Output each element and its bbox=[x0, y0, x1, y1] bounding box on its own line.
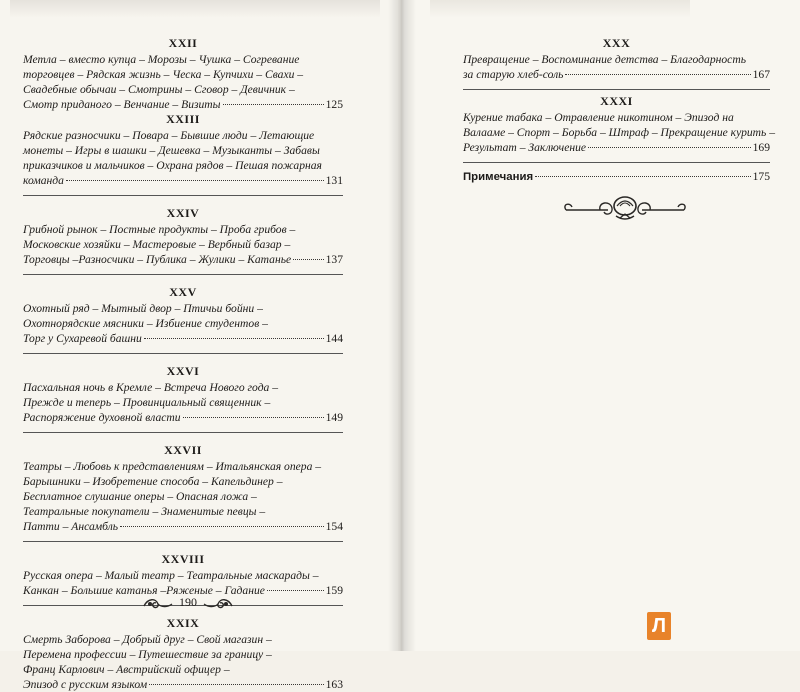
toc-line: Франц Карлович – Австрийский офицер – bbox=[23, 663, 230, 676]
toc-section-31 bbox=[463, 94, 776, 163]
toc-line: Московские хозяйки – Мастеровые – Вербный базар – bbox=[23, 238, 291, 251]
toc-section-24 bbox=[23, 206, 343, 275]
toc-section-27 bbox=[23, 443, 343, 542]
section-divider bbox=[23, 195, 343, 196]
toc-line: Смерть Заборова – Добрый друг – Свой магазин – bbox=[23, 633, 272, 646]
show-through-top-right bbox=[430, 0, 690, 18]
page-number: 169 bbox=[752, 141, 770, 154]
chapter-number: XXV bbox=[169, 285, 197, 299]
page-number: 175 bbox=[752, 170, 770, 183]
dot-leader bbox=[267, 589, 324, 591]
dot-leader bbox=[149, 683, 324, 685]
toc-line: Свадебные обычаи – Смотрины – Сговор – Девичник – bbox=[23, 83, 295, 96]
section-divider bbox=[23, 353, 343, 354]
page-number: 137 bbox=[325, 253, 343, 266]
toc-entry-last-line bbox=[23, 410, 343, 425]
toc-line: Результат – Заключение bbox=[463, 141, 587, 154]
page-number: 125 bbox=[325, 98, 343, 111]
toc-line: Превращение – Воспоминание детства – Благодарность bbox=[463, 53, 746, 66]
dot-leader bbox=[535, 175, 751, 177]
page-number: 163 bbox=[325, 678, 343, 691]
toc-line: Эпизод с русским языком bbox=[23, 678, 148, 691]
toc-line: Прежде и теперь – Провинциальный священник – bbox=[23, 396, 271, 409]
toc-line: Бесплатное слушание оперы – Опасная ложа – bbox=[23, 490, 257, 503]
toc-section-23 bbox=[23, 112, 343, 196]
page-number: 131 bbox=[325, 174, 343, 187]
dot-leader bbox=[66, 179, 324, 181]
toc-entry-last-line bbox=[23, 331, 343, 346]
toc-line: команда bbox=[23, 174, 64, 187]
chapter-number: XXVII bbox=[164, 443, 202, 457]
toc-line: Театральные покупатели – Знаменитые певцы – bbox=[23, 505, 266, 518]
toc-entry-last-line bbox=[23, 173, 343, 188]
dot-leader bbox=[565, 73, 750, 75]
toc-line: Распоряжение духовной власти bbox=[23, 411, 181, 424]
toc-line: Театры – Любовь к представлениям – Итальянская опера – bbox=[23, 460, 322, 473]
toc-section-30 bbox=[463, 36, 770, 90]
toc-line: торговцев – Рядская жизнь – Ческа – Купчихи – Свахи – bbox=[23, 68, 304, 81]
toc-line: Русская опера – Малый театр – Театральные маскарады – bbox=[23, 569, 319, 582]
page-number: 149 bbox=[325, 411, 343, 424]
section-divider bbox=[23, 432, 343, 433]
publisher-logo-badge: Л bbox=[647, 612, 671, 640]
toc-line: Охотнорядские мясники – Избиение студентов – bbox=[23, 317, 268, 330]
notes-entry bbox=[463, 169, 770, 185]
toc-line: Охотный ряд – Мытный двор – Птичьи бойни – bbox=[23, 302, 263, 315]
toc-entry-last-line bbox=[23, 97, 343, 112]
toc-line: приказчиков и мальчиков – Охрана рядов – Пешая пожарная bbox=[23, 159, 322, 172]
section-divider bbox=[23, 541, 343, 542]
toc-line: Курение табака – Отравление никотином – Эпизод на bbox=[463, 111, 734, 124]
toc-section-26 bbox=[23, 364, 343, 433]
notes-label: Примечания bbox=[463, 171, 534, 183]
toc-section-25 bbox=[23, 285, 343, 354]
toc-line: Рядские разносчики – Повара – Бывшие люди – Летающие bbox=[23, 129, 315, 142]
chapter-number: XXII bbox=[168, 36, 198, 50]
book-spine-shadow bbox=[388, 0, 416, 651]
chapter-number: XXVIII bbox=[161, 552, 205, 566]
right-table-of-contents bbox=[463, 36, 776, 185]
toc-line: за старую хлеб-соль bbox=[463, 68, 564, 81]
chapter-number: XXIII bbox=[166, 112, 200, 126]
folio bbox=[140, 592, 236, 614]
toc-entry-last-line bbox=[23, 519, 343, 534]
chapter-number: XXXI bbox=[600, 94, 633, 108]
chapter-number: XXIX bbox=[166, 616, 200, 630]
toc-line: монеты – Игры в шашки – Дешевка – Музыканты – Забавы bbox=[23, 144, 320, 157]
toc-section-29 bbox=[23, 616, 343, 692]
section-divider bbox=[463, 89, 770, 90]
section-divider bbox=[463, 162, 770, 163]
section-divider bbox=[23, 274, 343, 275]
page-number: 159 bbox=[325, 584, 343, 597]
show-through-top-left bbox=[10, 0, 380, 18]
toc-section-22 bbox=[23, 36, 343, 112]
dot-leader bbox=[223, 103, 324, 105]
dot-leader bbox=[183, 416, 324, 418]
toc-entry-last-line bbox=[463, 140, 770, 155]
chapter-number: XXVI bbox=[166, 364, 200, 378]
toc-line: Перемена профессии – Путешествие за границу – bbox=[23, 648, 272, 661]
toc-line: Смотр приданого – Венчание – Визиты bbox=[23, 98, 221, 111]
chapter-number: XXIV bbox=[166, 206, 200, 220]
toc-entry-last-line bbox=[23, 677, 343, 692]
decorative-ornament-icon bbox=[560, 192, 690, 226]
dot-leader bbox=[144, 337, 324, 339]
toc-line: Пасхальная ночь в Кремле – Встреча Нового года – bbox=[23, 381, 279, 394]
toc-line: Барышники – Изобретение способа – Капельдинер – bbox=[23, 475, 283, 488]
chapter-number: XXX bbox=[602, 36, 631, 50]
toc-line: Грибной рынок – Постные продукты – Проба грибов – bbox=[23, 223, 296, 236]
toc-entry-last-line bbox=[23, 252, 343, 267]
toc-line: Торговцы –Разносчики – Публика – Жулики – Катанье bbox=[23, 253, 292, 266]
page-folio-number: 190 bbox=[179, 595, 197, 609]
page-number: 167 bbox=[752, 68, 770, 81]
toc-line: Канкан – Большие катанья –Ряженые – Гадание bbox=[23, 584, 265, 597]
dot-leader bbox=[120, 525, 324, 527]
dot-leader bbox=[293, 258, 323, 260]
toc-line: Патти – Ансамбль bbox=[23, 520, 119, 533]
page-number: 144 bbox=[325, 332, 343, 345]
toc-line: Метла – вместо купца – Морозы – Чушка – Согревание bbox=[23, 53, 300, 66]
toc-entry-last-line bbox=[463, 67, 770, 82]
toc-line: Торг у Сухаревой башни bbox=[23, 332, 142, 345]
toc-line: Валааме – Спорт – Борьба – Штраф – Прекращение курить – bbox=[463, 126, 776, 139]
dot-leader bbox=[588, 146, 751, 148]
page-number: 154 bbox=[325, 520, 343, 533]
